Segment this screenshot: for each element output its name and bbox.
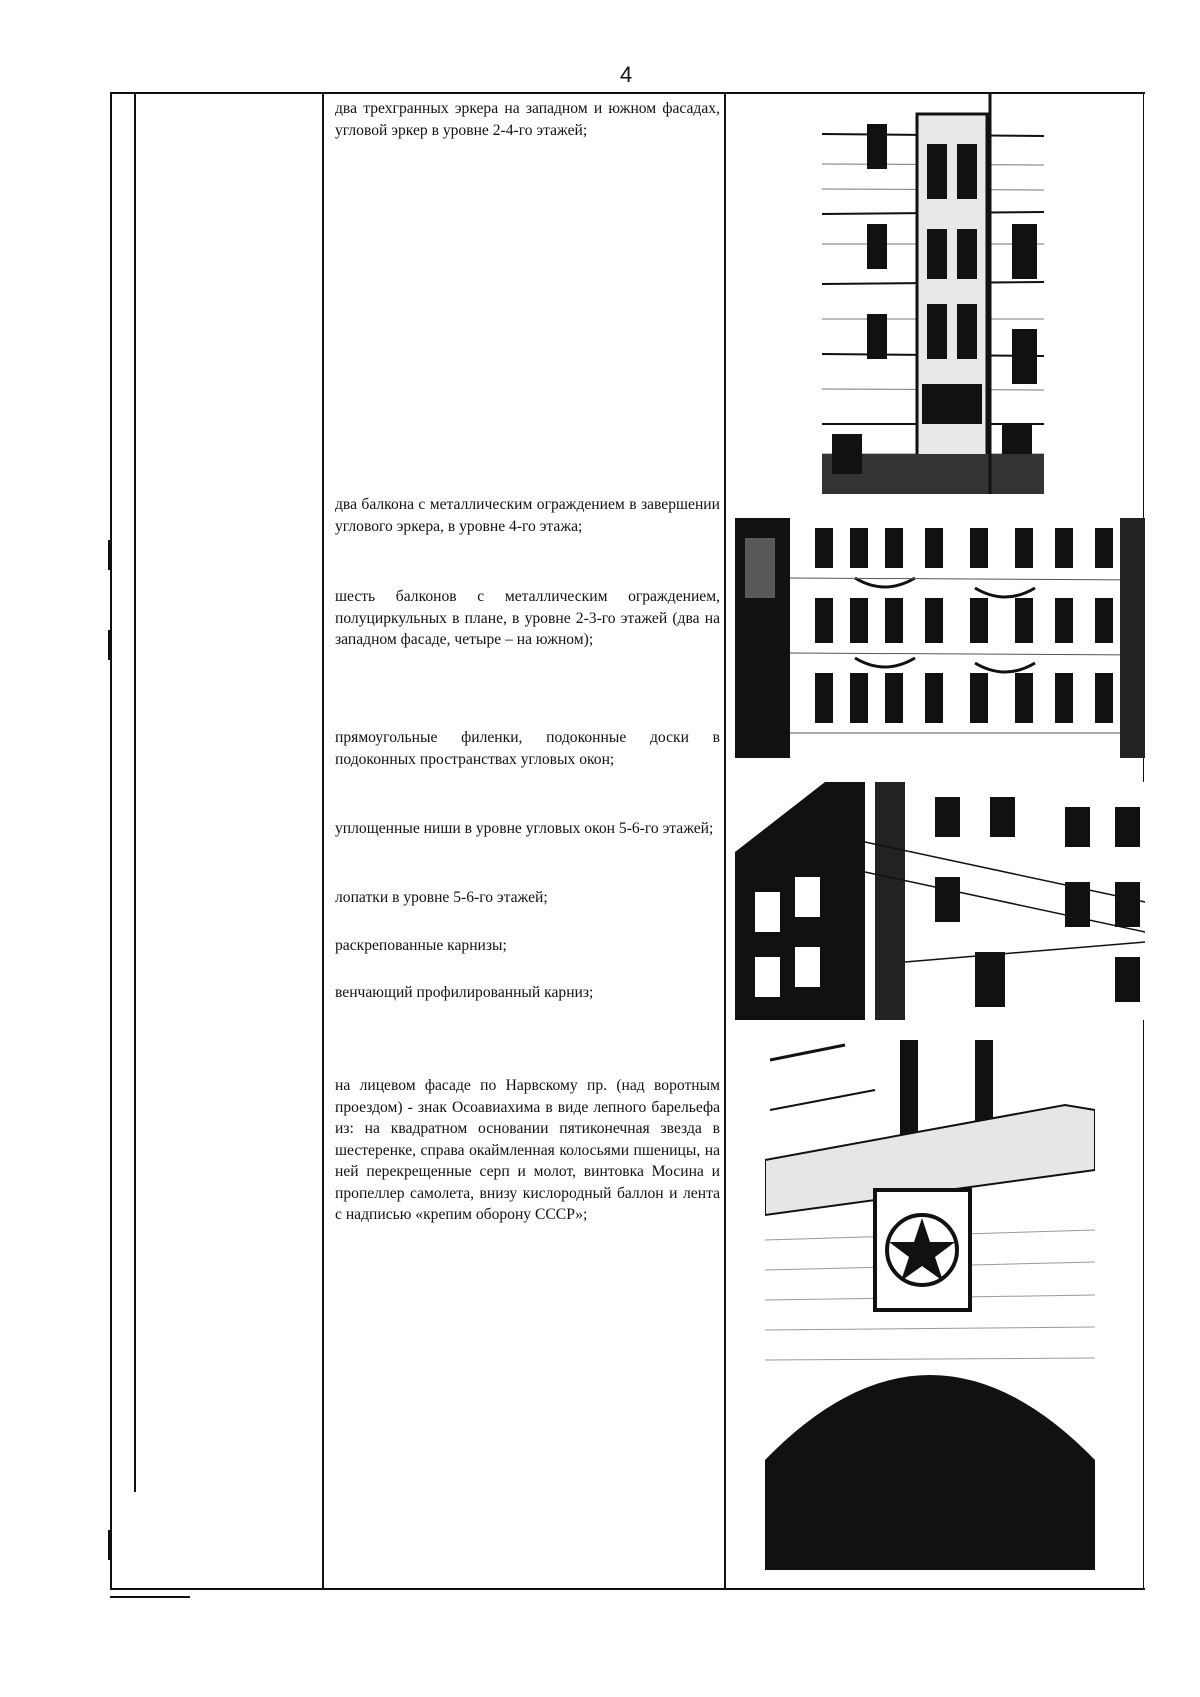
column-divider-1 xyxy=(322,92,324,1590)
feature-erkers: два трехгранных эркера на западном и южном фасадах, угловой эркер в уровне 2-4-го этажей; xyxy=(335,100,720,139)
footer-rule xyxy=(110,1596,190,1598)
table-bottom-border xyxy=(110,1588,1145,1590)
scan-mark xyxy=(108,540,110,570)
feature-six-balconies: шесть балконов с металлическим ограждением, полуциркульных в плане, в уровне 2-3-го этажей (два на западном фасаде, четыре – на южном); xyxy=(335,588,720,648)
photo-upper-floors xyxy=(735,782,1145,1020)
table-left-border xyxy=(110,92,112,1588)
feature-corner-balconies: два балкона с металлическим ограждением в завершении углового эркера, в уровне 4-го этажа; xyxy=(335,496,720,535)
photo-emblem xyxy=(765,1040,1095,1570)
page-number: 4 xyxy=(620,62,633,87)
photo-corner-erker xyxy=(822,94,1044,494)
scan-mark xyxy=(108,630,110,660)
feature-panels: прямоугольные филенки, подоконные доски в подоконных пространствах угловых окон; xyxy=(335,729,720,768)
feature-niches: уплощенные ниши в уровне угловых окон 5-6-го этажей; xyxy=(335,820,714,837)
feature-cornices: раскрепованные карнизы; xyxy=(335,937,507,954)
feature-emblem: на лицевом фасаде по Нарвскому пр. (над воротным проездом) - знак Осоавиахима в виде лепного барельефа из: на квадратном основании пятиконечная звезда в шестеренке, справа окаймленная колосьями пшеницы, на ней перекрещенные серп и молот, винтовка Мосина и пропеллер самолета, внизу кислородный баллон и лента с надписью «крепим оборону СССР»; xyxy=(335,1077,720,1223)
column-divider-2 xyxy=(724,92,726,1590)
photo-balconies xyxy=(735,518,1145,758)
table-inner-rule xyxy=(134,92,136,1492)
feature-crowning-cornice: венчающий профилированный карниз; xyxy=(335,984,594,1001)
scan-mark xyxy=(108,1530,110,1560)
feature-pilasters: лопатки в уровне 5-6-го этажей; xyxy=(335,889,548,906)
